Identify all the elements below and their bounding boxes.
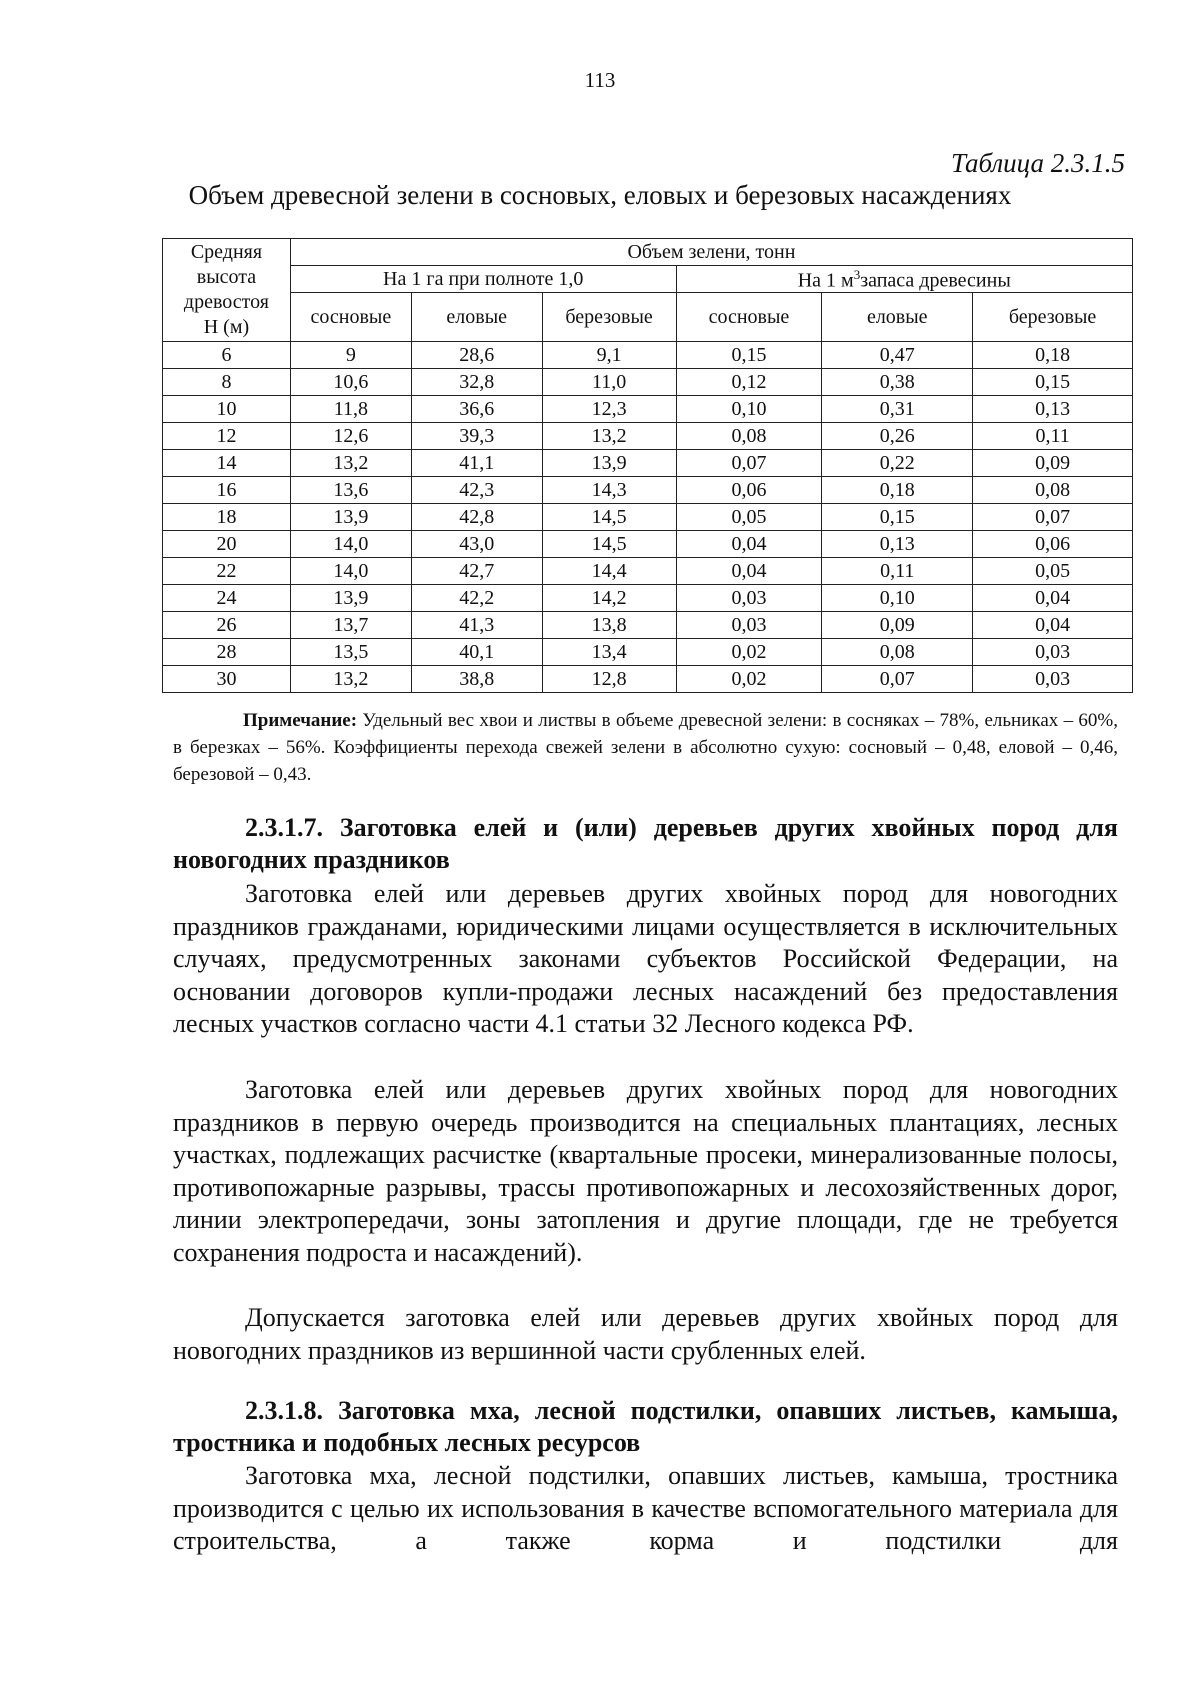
value-cell: 42,3 — [411, 477, 542, 504]
value-cell: 0,03 — [973, 666, 1133, 693]
value-cell: 0,03 — [676, 612, 822, 639]
table-row — [163, 531, 1133, 558]
value-cell: 0,08 — [973, 477, 1133, 504]
value-cell: 0,05 — [676, 504, 822, 531]
table-row — [163, 612, 1133, 639]
table-row — [163, 558, 1133, 585]
value-cell: 14,5 — [542, 504, 676, 531]
paragraph: Заготовка елей или деревьев других хвойных пород для новогодних праздников гражданами, юридическими лицами осуществляется в исключительных случаях, предусмотренных законами субъектов Российской Федерации, на основании договоров купли-продажи лесных насаждений без предоставления лесных участков согласно части 4.1 статьи 32 Лесного кодекса РФ. — [173, 879, 1118, 1038]
height-cell: 6 — [163, 342, 291, 369]
value-cell: 0,09 — [973, 450, 1133, 477]
table-row — [163, 666, 1133, 693]
value-cell: 0,22 — [822, 450, 973, 477]
value-cell: 0,15 — [973, 369, 1133, 396]
value-cell: 0,07 — [822, 666, 973, 693]
value-cell: 0,04 — [676, 558, 822, 585]
value-cell: 9,1 — [542, 342, 676, 369]
value-cell: 28,6 — [411, 342, 542, 369]
table-row — [163, 342, 1133, 369]
value-cell: 13,9 — [542, 450, 676, 477]
value-cell: 9 — [290, 342, 411, 369]
value-cell: 12,3 — [542, 396, 676, 423]
header-per-hectare: На 1 га при полноте 1,0 — [290, 266, 676, 293]
table-body — [163, 342, 1133, 693]
value-cell: 0,07 — [676, 450, 822, 477]
paragraph: Допускается заготовка елей или деревьев других хвойных пород для новогодних праздников из вершинной части срубленных елей. — [173, 1303, 1118, 1365]
value-cell: 14,0 — [290, 531, 411, 558]
value-cell: 0,26 — [822, 423, 973, 450]
value-cell: 38,8 — [411, 666, 542, 693]
value-cell: 0,06 — [676, 477, 822, 504]
height-cell: 16 — [163, 477, 291, 504]
table-label: Таблица 2.3.1.5 — [950, 148, 1125, 178]
value-cell: 13,2 — [290, 450, 411, 477]
value-cell: 0,47 — [822, 342, 973, 369]
value-cell: 41,3 — [411, 612, 542, 639]
value-cell: 14,3 — [542, 477, 676, 504]
paragraph: Заготовка мха, лесной подстилки, опавших листьев, камыша, тростника производится с целью их использования в качестве вспомогательного материала для строительства, а также корма и подстилки для — [173, 1461, 1118, 1555]
section-heading-2-3-1-8: 2.3.1.8. Заготовка мха, лесной подстилки, опавших листьев, камыша, тростника и подобных лесных ресурсов — [173, 1396, 1118, 1457]
value-cell: 12,6 — [290, 423, 411, 450]
header-per-cubic-meter: На 1 $м^3запаса$ древесины — [676, 266, 1132, 293]
value-cell: 40,1 — [411, 639, 542, 666]
height-cell: 28 — [163, 639, 291, 666]
value-cell: 12,8 — [542, 666, 676, 693]
value-cell: 0,31 — [822, 396, 973, 423]
value-cell: 32,8 — [411, 369, 542, 396]
value-cell: 0,18 — [822, 477, 973, 504]
value-cell: 0,03 — [676, 585, 822, 612]
value-cell: 0,12 — [676, 369, 822, 396]
table-row — [163, 396, 1133, 423]
value-cell: 41,1 — [411, 450, 542, 477]
height-cell: 20 — [163, 531, 291, 558]
value-cell: 13,5 — [290, 639, 411, 666]
height-cell: 8 — [163, 369, 291, 396]
value-cell: 13,7 — [290, 612, 411, 639]
height-cell: 18 — [163, 504, 291, 531]
header-species: еловые — [822, 293, 973, 342]
value-cell: 36,6 — [411, 396, 542, 423]
value-cell: 13,9 — [290, 504, 411, 531]
value-cell: 14,2 — [542, 585, 676, 612]
table-title: Объем древесной зелени в сосновых, еловых и березовых насаждениях — [188, 180, 1012, 210]
header-mean-height: Средняя высота древостоя Н (м) — [163, 239, 291, 342]
table-note — [173, 707, 1118, 788]
value-cell: 10,6 — [290, 369, 411, 396]
value-cell: 11,0 — [542, 369, 676, 396]
header-species: березовые — [973, 293, 1133, 342]
note-text: Удельный вес хвои и листвы в объеме древесной зелени: в сосняках – 78%, ельниках – 60%, в березках – 56%. Коэффициенты перехода свежей зелени в абсолютно сухую: сосновый – 0,48, еловой – 0,46, березовой – 0,43. — [173, 710, 1118, 785]
value-cell: 0,05 — [973, 558, 1133, 585]
table-row — [163, 369, 1133, 396]
section-heading-2-3-1-7: 2.3.1.7. Заготовка елей и (или) деревьев других хвойных пород для новогодних праздников — [173, 813, 1118, 874]
value-cell: 0,04 — [973, 585, 1133, 612]
value-cell: 42,8 — [411, 504, 542, 531]
value-cell: 0,02 — [676, 639, 822, 666]
value-cell: 0,13 — [973, 396, 1133, 423]
height-cell: 10 — [163, 396, 291, 423]
value-cell: 14,4 — [542, 558, 676, 585]
value-cell: 13,9 — [290, 585, 411, 612]
value-cell: 0,08 — [822, 639, 973, 666]
value-cell: 13,4 — [542, 639, 676, 666]
header-species: еловые — [411, 293, 542, 342]
value-cell: 13,2 — [290, 666, 411, 693]
value-cell: 0,03 — [973, 639, 1133, 666]
header-green-volume: Объем зелени, тонн — [290, 239, 1132, 266]
value-cell: 0,11 — [822, 558, 973, 585]
value-cell: 11,8 — [290, 396, 411, 423]
value-cell: 0,04 — [676, 531, 822, 558]
value-cell: 14,0 — [290, 558, 411, 585]
value-cell: 14,5 — [542, 531, 676, 558]
value-cell: 0,10 — [676, 396, 822, 423]
value-cell: 0,13 — [822, 531, 973, 558]
green-mass-table — [162, 238, 1133, 693]
header-species: березовые — [542, 293, 676, 342]
header-species: сосновые — [290, 293, 411, 342]
value-cell: 0,18 — [973, 342, 1133, 369]
value-cell: 0,15 — [822, 504, 973, 531]
value-cell: 0,10 — [822, 585, 973, 612]
table-row — [163, 423, 1133, 450]
height-cell: 26 — [163, 612, 291, 639]
value-cell: 0,11 — [973, 423, 1133, 450]
value-cell: 0,09 — [822, 612, 973, 639]
value-cell: 13,6 — [290, 477, 411, 504]
value-cell: 0,02 — [676, 666, 822, 693]
value-cell: 42,2 — [411, 585, 542, 612]
table-row — [163, 477, 1133, 504]
value-cell: 42,7 — [411, 558, 542, 585]
height-cell: 14 — [163, 450, 291, 477]
height-cell: 12 — [163, 423, 291, 450]
value-cell: 39,3 — [411, 423, 542, 450]
value-cell: 0,15 — [676, 342, 822, 369]
table-row — [163, 585, 1133, 612]
header-species: сосновые — [676, 293, 822, 342]
value-cell: 43,0 — [411, 531, 542, 558]
value-cell: 0,07 — [973, 504, 1133, 531]
height-cell: 24 — [163, 585, 291, 612]
value-cell: 13,2 — [542, 423, 676, 450]
height-cell: 22 — [163, 558, 291, 585]
paragraph: Заготовка елей или деревьев других хвойных пород для новогодних праздников в первую очередь производится на специальных плантациях, лесных участках, подлежащих расчистке (квартальные просеки, минерализованные полосы, противопожарные разрывы, трассы противопожарных и лесохозяйственных дорог, линии электропередачи, зоны затопления и другие площади, где не требуется сохранения подроста и насаждений). — [173, 1075, 1118, 1267]
page-number: 113 — [584, 68, 616, 92]
value-cell: 0,08 — [676, 423, 822, 450]
note-label: Примечание: — [243, 710, 358, 731]
height-cell: 30 — [163, 666, 291, 693]
value-cell: 0,38 — [822, 369, 973, 396]
table-row — [163, 450, 1133, 477]
value-cell: 0,06 — [973, 531, 1133, 558]
value-cell: 13,8 — [542, 612, 676, 639]
table-row — [163, 639, 1133, 666]
table-row — [163, 504, 1133, 531]
value-cell: 0,04 — [973, 612, 1133, 639]
